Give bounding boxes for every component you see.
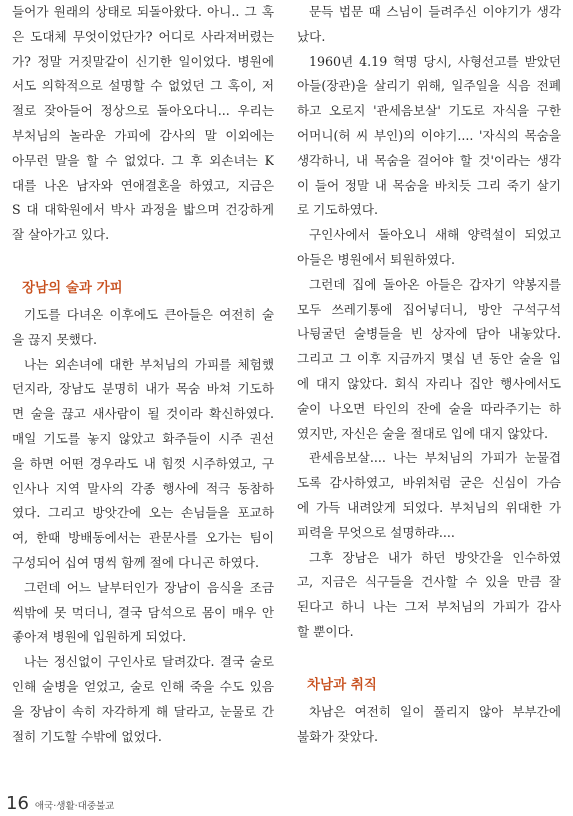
section-heading: 장남의 술과 가피 xyxy=(22,279,123,296)
text-line: 였지만, 자신은 술을 절대로 입에 대지 않았다. xyxy=(297,425,549,441)
text-line: 기도를 다녀온 이후에도 큰아들은 여전히 술 xyxy=(24,306,274,322)
text-line: 씩밖에 못 먹더니, 결국 담석으로 몸이 매우 안 xyxy=(12,604,274,620)
text-line: 좋아져 병원에 입원하게 되었다. xyxy=(12,629,187,645)
text-line: 을 장남이 속히 자각하게 해 달라고, 눈물로 간 xyxy=(12,703,274,719)
text-line: 그리고 그 이후 지금까지 몇십 년 동안 술을 입 xyxy=(297,351,561,367)
text-line: 할 뿐이다. xyxy=(297,623,354,639)
text-line: 불화가 잦았다. xyxy=(297,728,378,744)
text-line: 그런데 집에 돌아온 아들은 갑자기 약봉지를 xyxy=(309,276,561,292)
text-line: 나는 외손녀에 대한 부처님의 가피를 체험했 xyxy=(24,356,274,372)
text-line: 면 술을 끊고 새사람이 될 것이라 확신하였다. xyxy=(12,406,274,422)
text-line: 아들은 병원에서 퇴원하였다. xyxy=(297,251,455,267)
text-line: 그후 장남은 내가 하던 방앗간을 인수하였 xyxy=(309,549,561,565)
section-spacer xyxy=(297,645,561,670)
text-line: 서도 의학적으로 설명할 수 없었던 그 혹이, 저 xyxy=(12,78,274,94)
text-line: S 대 대학원에서 박사 과정을 밟으며 건강하게 xyxy=(12,202,274,218)
text-line: 인해 술병을 얻었고, 술로 인해 죽을 수도 있음 xyxy=(12,678,274,694)
text-line: 모두 쓰레기통에 집어넣더니, 방안 구석구석 xyxy=(297,301,561,317)
page-number: 16 xyxy=(6,793,29,814)
text-line: 된다고 하니 나는 그저 부처님의 가피가 감사 xyxy=(297,599,561,615)
section-spacer xyxy=(12,248,274,273)
text-line: 하고 오로지 '관세음보살' 기도로 자식을 구한 xyxy=(297,103,561,119)
text-line: 에 가득 내려앉게 되었다. 부처님의 위대한 가 xyxy=(297,499,561,515)
text-line: 은 도대체 무엇이었단가? 어디로 사라져버렸는 xyxy=(12,28,274,44)
text-line: 였다. 그리고 방앗간에 오는 손님들을 포교하 xyxy=(12,505,274,521)
section-heading: 차남과 취직 xyxy=(307,676,377,693)
text-line: 대를 나온 남자와 연애결혼을 하였고, 지금은 xyxy=(12,177,274,193)
text-line: 났다. xyxy=(297,28,326,44)
text-line: 나뒹굴던 술병들을 빈 상자에 담아 내놓았다. xyxy=(297,326,561,342)
text-line: 구인사에서 돌아오니 새해 양력설이 되었고 xyxy=(309,227,561,243)
text-line: 잘 살아가고 있다. xyxy=(12,227,110,243)
text-line: 나는 정신없이 구인사로 달려갔다. 결국 술로 xyxy=(24,654,274,670)
text-line: 매일 기도를 놓지 않았고 화주들이 시주 권선 xyxy=(12,430,274,446)
text-line: 고, 지금은 식구들을 건사할 수 있을 만큼 잘 xyxy=(297,574,561,590)
text-line: 차남은 여전히 일이 풀리지 않아 부부간에 xyxy=(309,703,561,719)
text-line: 을 끊지 못했다. xyxy=(12,331,98,347)
text-line: 부처님의 놀라운 가피에 감사의 말 이외에는 xyxy=(12,127,274,143)
text-line: 이 들어 정말 내 목숨을 바치듯 그리 죽기 살기 xyxy=(297,177,561,193)
text-line: 인사나 지역 말사의 각종 행사에 적극 동참하 xyxy=(12,480,274,496)
text-line: 피력을 무엇으로 설명하랴.... xyxy=(297,524,455,540)
text-line: 에 대지 않았다. 회식 자리나 집안 행사에서도 xyxy=(297,375,561,391)
text-line: 절히 기도할 수밖에 없었다. xyxy=(12,728,162,744)
text-line: 도록 감사하였고, 바위처럼 굳은 신심이 가슴 xyxy=(297,475,561,491)
right-text-column xyxy=(297,0,561,749)
left-text-column xyxy=(12,0,274,749)
text-line: 생각하니, 내 목숨을 걸어야 할 것'이라는 생각 xyxy=(297,152,561,168)
publication-name: 애국·생활·대중불교 xyxy=(34,801,115,812)
text-line: 여, 한때 방배동에서는 관문사를 오가는 팀이 xyxy=(12,530,274,546)
page-footer xyxy=(6,793,114,814)
text-line: 관세음보살.... 나는 부처님의 가피가 눈물겹 xyxy=(309,450,561,466)
text-line: 아무런 말을 할 수 없었다. 그 후 외손녀는 K xyxy=(12,152,274,168)
text-line: 을 하면 어떤 경우라도 내 힘껏 시주하였고, 구 xyxy=(12,455,274,471)
text-line: 절로 잦아들어 정상으로 돌아오다니... 우리는 xyxy=(12,103,274,119)
text-line: 문득 법문 때 스님이 들려주신 이야기가 생각 xyxy=(309,4,561,19)
text-line: 로 기도하였다. xyxy=(297,202,378,218)
text-line: 어머니(허 씨 부인)의 이야기.... '자식의 목숨을 xyxy=(297,127,561,143)
text-line: 가? 정말 거짓말같이 신기한 일이었다. 병원에 xyxy=(12,53,274,69)
text-line: 1960년 4.19 혁명 당시, 사형선고를 받았던 xyxy=(309,53,561,69)
text-line: 아들(장관)을 살리기 위해, 일주일을 식음 전폐 xyxy=(297,78,561,94)
text-line: 그런데 어느 날부터인가 장남이 음식을 조금 xyxy=(24,579,274,595)
text-line: 던지라, 장남도 분명히 내가 목숨 바쳐 기도하 xyxy=(12,381,274,397)
text-line: 들어가 원래의 상태로 되돌아왔다. 아니.. 그 혹 xyxy=(12,4,274,19)
text-line: 구성되어 십여 명씩 함께 절에 다니곤 하였다. xyxy=(12,554,260,570)
text-line: 술이 나오면 타인의 잔에 술을 따라주기는 하 xyxy=(297,400,561,416)
